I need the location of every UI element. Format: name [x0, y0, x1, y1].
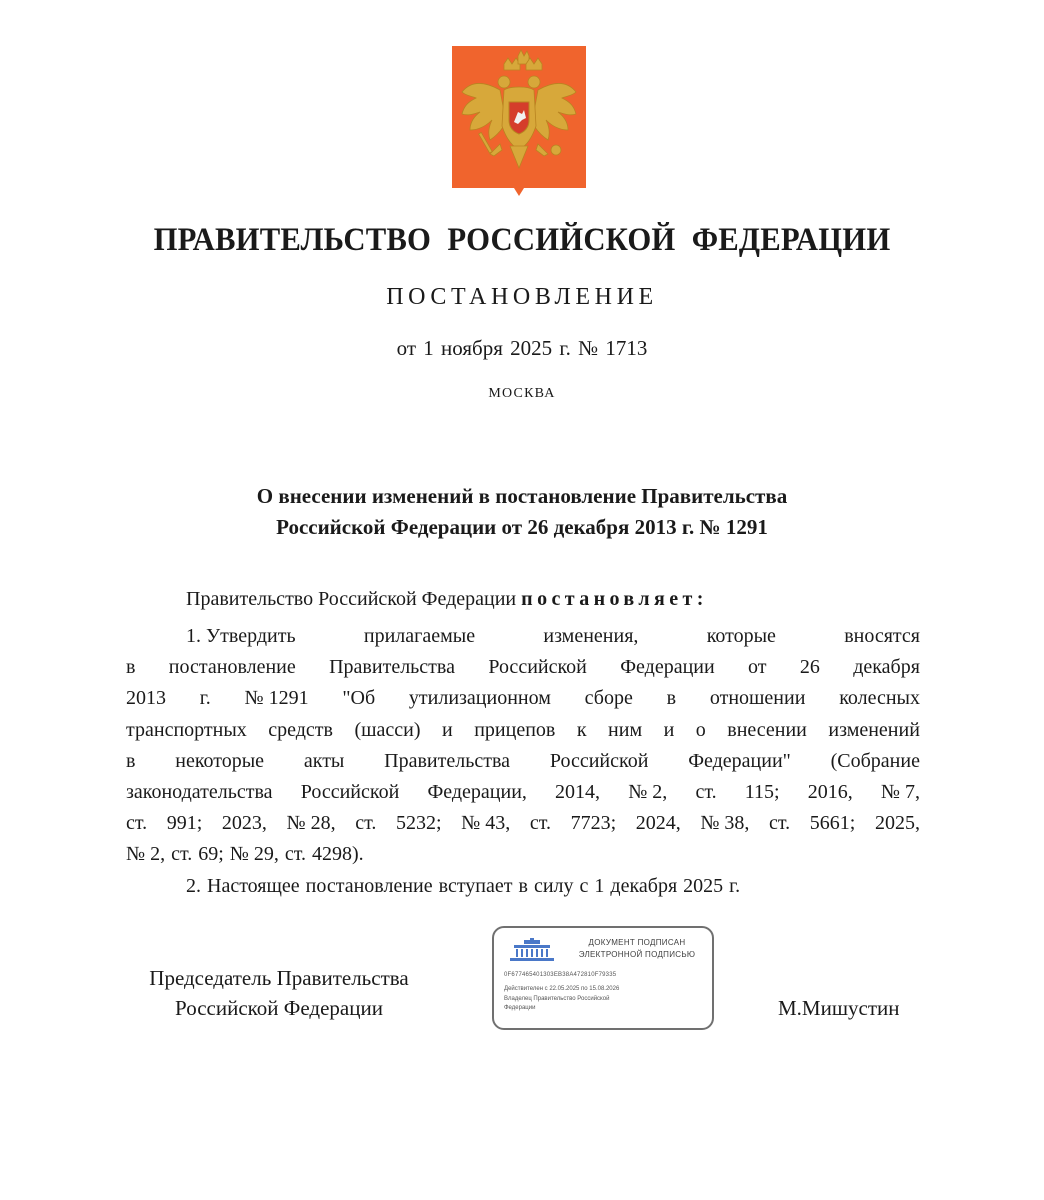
government-title: ПРАВИТЕЛЬСТВО РОССИЙСКОЙ ФЕДЕРАЦИИ: [153, 222, 891, 258]
body-word: 69;: [198, 843, 224, 865]
body-word: от: [748, 656, 767, 678]
body-word: 2025,: [874, 812, 920, 834]
body-word: декабря: [853, 656, 920, 678]
body-word: ст.: [171, 843, 193, 865]
intro-prefix: Правительство Российской Федерации: [186, 588, 517, 610]
body-word: ним: [608, 719, 643, 741]
government-building-icon: [510, 938, 554, 962]
body-word: 26: [799, 656, 820, 678]
body-line: [126, 652, 920, 682]
body-word: декабря: [610, 875, 678, 897]
body-word: 5232;: [395, 812, 442, 834]
stamp-owner-line-1: Владелец Правительство Российской: [504, 996, 610, 1002]
body-word: "Об: [342, 687, 376, 709]
body-word: 2014,: [555, 781, 601, 803]
body-word: в: [126, 750, 136, 772]
body-word: ст.: [769, 812, 791, 834]
body-word: и: [442, 719, 453, 741]
body-word: ст.: [126, 812, 148, 834]
body-word: ст.: [529, 812, 551, 834]
signer-position-line-1: Председатель Правительства: [149, 966, 409, 990]
body-line: [126, 839, 920, 869]
body-line: [126, 808, 920, 838]
document-type: ПОСТАНОВЛЕНИЕ: [386, 284, 658, 310]
signer-name: М.Мишустин: [778, 996, 900, 1020]
body-word: к: [576, 719, 587, 741]
body-word: прилагаемые: [363, 625, 476, 647]
body-line: [126, 715, 920, 745]
body-word: законодательства: [126, 781, 273, 803]
body-word: транспортных: [126, 719, 247, 741]
body-word: № 29,: [229, 843, 279, 865]
body-word: изменений: [828, 719, 920, 741]
body-word: прицепов: [474, 719, 556, 741]
body-word: 1. Утвердить: [186, 625, 296, 647]
body-word: постановление: [305, 875, 433, 897]
electronic-signature-stamp: [492, 926, 714, 1030]
stamp-owner-line-2: Федерации: [504, 1005, 536, 1011]
body-word: вносятся: [844, 625, 920, 647]
body-word: 1: [594, 875, 605, 897]
body-word: Российской: [549, 750, 649, 772]
body-word: 5661;: [809, 812, 856, 834]
body-word: 4298).: [312, 843, 364, 865]
body-word: внесении: [727, 719, 807, 741]
body-word: № 7,: [880, 781, 920, 803]
body-line: [186, 621, 920, 651]
body-word: 2025: [683, 875, 724, 897]
body-word: г.: [729, 875, 741, 897]
body-word: в: [518, 875, 528, 897]
body-word: ст.: [695, 781, 717, 803]
body-word: 2.: [186, 875, 201, 897]
document-date-number: от 1 ноября 2025 г. № 1713: [396, 336, 648, 360]
body-word: в: [666, 687, 677, 709]
body-line: [186, 871, 920, 901]
russian-coat-of-arms-icon: [452, 46, 586, 196]
body-line: [126, 746, 920, 776]
body-word: Настоящее: [207, 875, 300, 897]
stamp-validity: Действителен с 22.05.2025 по 15.08.2026: [504, 986, 620, 992]
body-word: 991;: [166, 812, 203, 834]
body-word: средств: [268, 719, 333, 741]
subject-line-2: Российской Федерации от 26 декабря 2013 г. № 1291: [276, 515, 768, 539]
body-word: № 43,: [461, 812, 511, 834]
body-word: с: [579, 875, 589, 897]
body-word: ст.: [284, 843, 306, 865]
body-word: № 28,: [286, 812, 336, 834]
body-word: отношении: [709, 687, 806, 709]
stamp-certificate: 0F677465401303EB38A472810F79335: [504, 972, 617, 978]
body-word: силу: [533, 875, 574, 897]
stamp-title-line-1: ДОКУМЕНТ ПОДПИСАН: [588, 938, 686, 947]
body-word: и: [663, 719, 675, 741]
body-word: некоторые: [175, 750, 265, 772]
body-word: 2016,: [807, 781, 853, 803]
body-word: (Собрание: [830, 750, 920, 772]
body-word: г.: [199, 687, 211, 709]
body-word: постановление: [168, 656, 296, 678]
body-word: которые: [706, 625, 776, 647]
body-word: 7723;: [570, 812, 617, 834]
intro-decree-word: постановляет:: [521, 588, 708, 610]
body-line: [126, 777, 920, 807]
body-line: [126, 683, 920, 713]
body-word: Российской: [488, 656, 587, 678]
body-word: Федерации,: [427, 781, 527, 803]
body-word: № 2,: [126, 843, 166, 865]
body-word: № 1291: [244, 687, 309, 709]
body-word: акты: [303, 750, 345, 772]
body-word: изменения,: [543, 625, 639, 647]
document-city: МОСКВА: [488, 386, 556, 401]
body-word: Федерации: [620, 656, 715, 678]
signer-position-line-2: Российской Федерации: [175, 996, 383, 1020]
body-word: колесных: [839, 687, 920, 709]
body-word: Федерации": [688, 750, 791, 772]
body-word: 2023,: [221, 812, 267, 834]
body-word: № 2,: [628, 781, 668, 803]
body-word: Российской: [300, 781, 400, 803]
body-word: 2024,: [635, 812, 681, 834]
body-word: Правительства: [329, 656, 455, 678]
body-word: (шасси): [354, 719, 421, 741]
body-word: утилизационном: [408, 687, 551, 709]
body-word: о: [695, 719, 706, 741]
intro-paragraph: [186, 588, 708, 611]
stamp-title-line-2: ЭЛЕКТРОННОЙ ПОДПИСЬЮ: [578, 950, 696, 959]
subject-line-1: О внесении изменений в постановление Правительства: [256, 484, 788, 508]
body-word: вступает: [438, 875, 513, 897]
body-word: ст.: [355, 812, 377, 834]
body-word: 2013: [126, 687, 166, 709]
body-word: сборе: [584, 687, 633, 709]
body-word: № 38,: [700, 812, 750, 834]
body-word: в: [126, 656, 136, 678]
body-word: 115;: [744, 781, 780, 803]
body-word: Правительства: [384, 750, 511, 772]
